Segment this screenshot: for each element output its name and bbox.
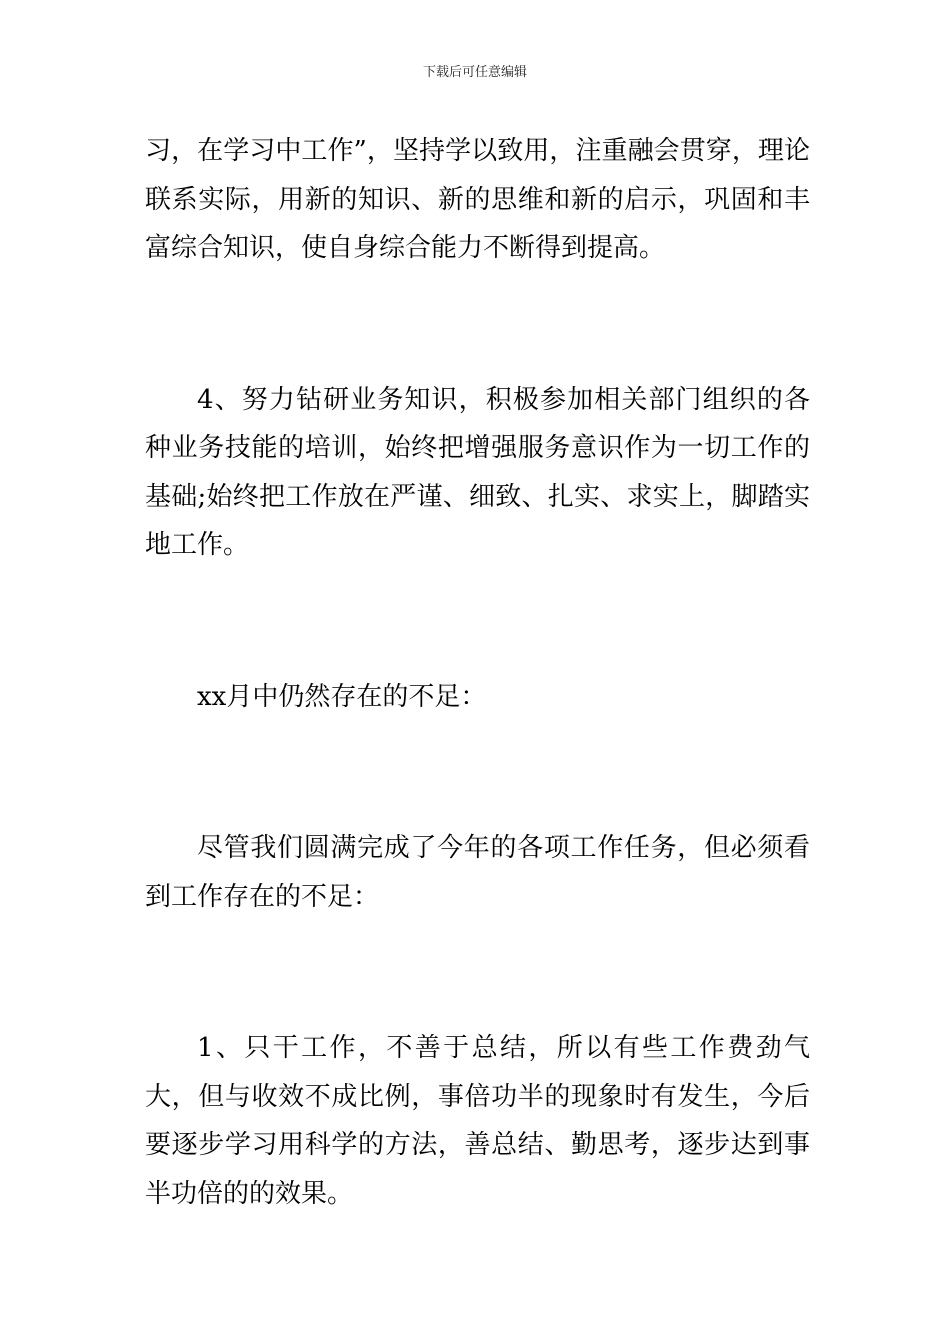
- paragraph-shortcomings-heading: xx月中仍然存在的不足：: [197, 681, 487, 712]
- paragraph-continuation: 习，在学习中工作”，坚持学以致用，注重融会贯穿，理论联系实际，用新的知识、新的思维和新的启示，巩固和丰富综合知识，使自身综合能力不断得到提高。: [145, 136, 810, 263]
- paragraph-item-4: 4、努力钻研业务知识，积极参加相关部门组织的各种业务技能的培训，始终把增强服务意识作为一切工作的基础;始终把工作放在严谨、细致、扎实、求实上，脚踏实地工作。: [145, 384, 810, 560]
- document-body: [145, 127, 810, 1218]
- page-header: 下载后可任意编辑: [422, 65, 527, 80]
- paragraph-shortcoming-1: 1、只干工作，不善于总结，所以有些工作费劲气大，但与收效不成比例，事倍功半的现象时有发生，今后要逐步学习用科学的方法，善总结、勤思考，逐步达到事半功倍的的效果。: [145, 1033, 810, 1209]
- paragraph-shortcomings-intro: 尽管我们圆满完成了今年的各项工作任务，但必须看到工作存在的不足：: [145, 833, 810, 912]
